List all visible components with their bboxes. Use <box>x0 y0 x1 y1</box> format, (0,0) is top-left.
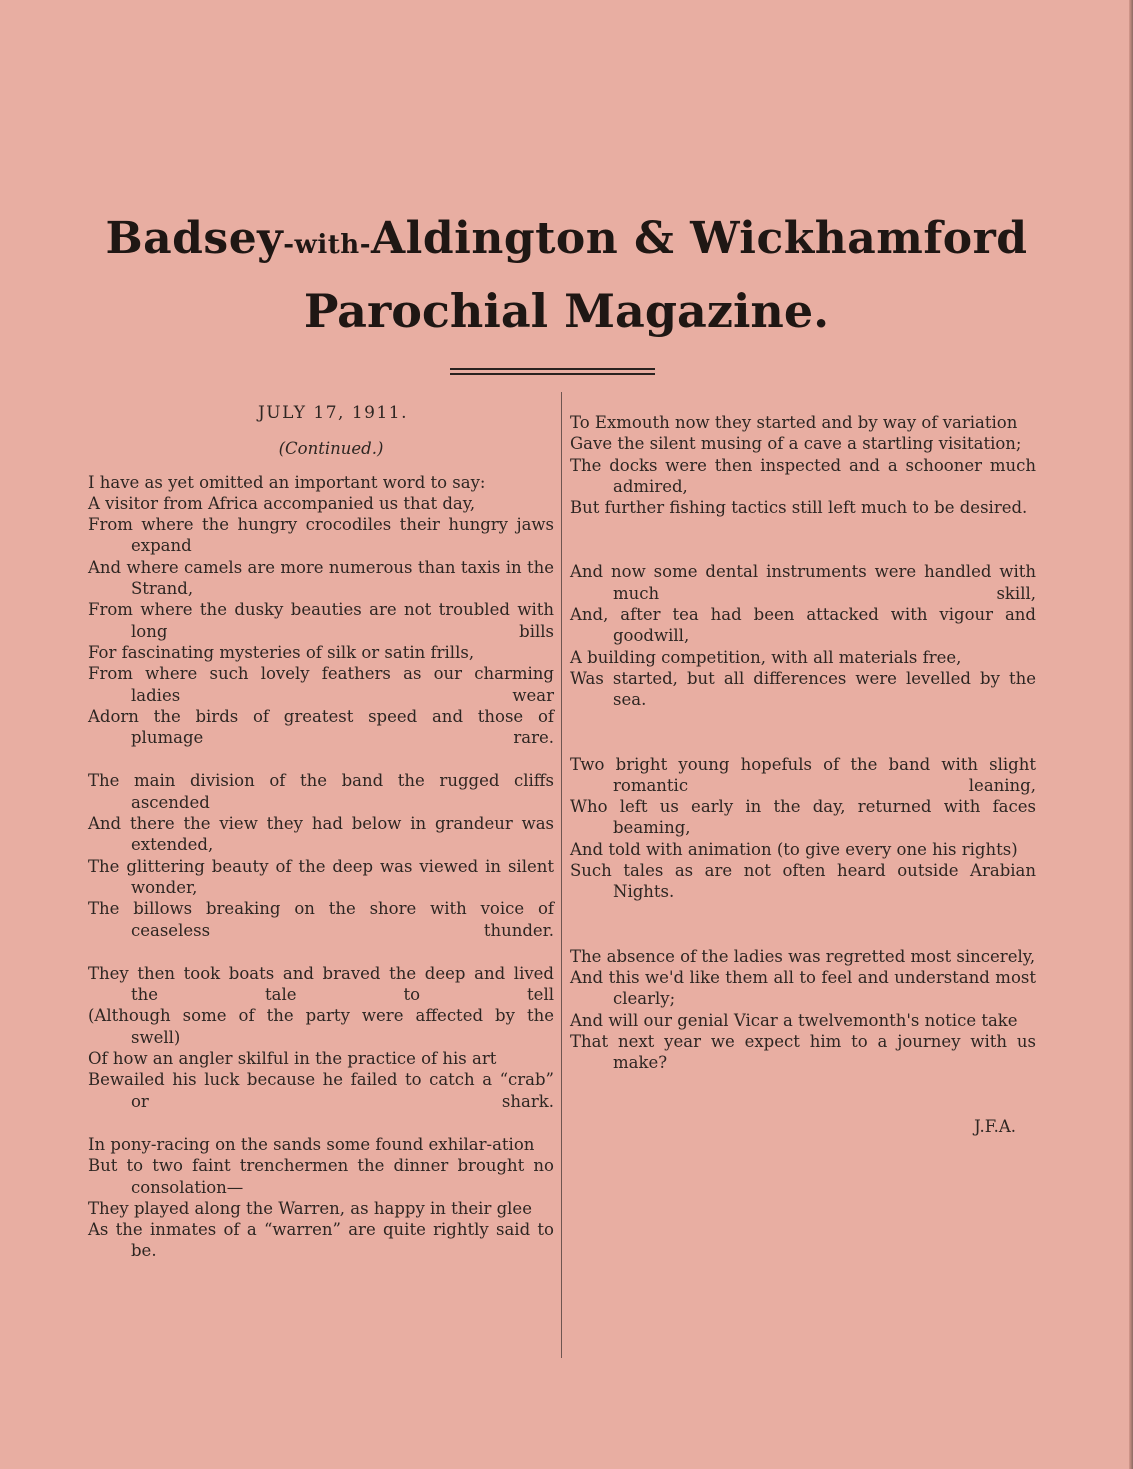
masthead-title-line1 <box>0 210 1133 274</box>
poem-line: A building competition, with all materials free, <box>570 647 962 667</box>
left-stanzas <box>88 472 554 1262</box>
poem-line: I have as yet omitted an important word to say: <box>88 472 486 492</box>
poem-line: Gave the silent musing of a cave a startling visitation; <box>570 434 1022 454</box>
poem-line: And, after tea had been attacked with vigour and goodwill, <box>570 605 1036 646</box>
poem-line: From where such lovely feathers as our charming ladies wear <box>88 664 554 705</box>
continued-note: (Continued.) <box>278 439 384 459</box>
poem-line: In pony-racing on the sands some found exhilar-ation <box>88 1134 535 1154</box>
stanza <box>570 946 1036 1074</box>
poem-line: Was started, but all differences were levelled by the sea. <box>570 668 1036 710</box>
poem-line: That next year we expect him to a journey with us make? <box>570 1031 1036 1073</box>
poem-line: As the inmates of a “warren” are quite rightly said to be. <box>88 1220 554 1261</box>
poem-line: And this we'd like them all to feel and understand most clearly; <box>570 967 1036 1009</box>
stanza <box>570 561 1036 710</box>
poem-line: And will our genial Vicar a twelvemonth's notice take <box>570 1010 1018 1030</box>
poem-line: Adorn the birds of greatest speed and those of plumage rare. <box>88 706 554 748</box>
issue-date: JULY 17, 1911. <box>257 403 409 423</box>
masthead <box>0 210 1133 346</box>
poem-line: For fascinating mysteries of silk or satin frills, <box>88 642 475 662</box>
poem-line: They then took boats and braved the deep and lived the tale to tell <box>88 963 554 1005</box>
masthead-title-line2: Parochial Magazine. <box>303 284 830 338</box>
poem-line: Such tales as are not often heard outside Arabian Nights. <box>570 861 1036 902</box>
poem-line: Two bright young hopefuls of the band with slight romantic leaning, <box>570 754 1036 795</box>
title-aldington-wickhamford: Aldington & Wickhamford <box>371 213 1028 264</box>
column-divider <box>561 392 562 1358</box>
poem-line: Bewailed his luck because he failed to catch a “crab” or shark. <box>88 1070 554 1111</box>
poem-line: But to two faint trenchermen the dinner brought no consolation— <box>88 1156 554 1197</box>
poem-line: The billows breaking on the shore with voice of ceaseless thunder. <box>88 899 554 940</box>
title-rule <box>450 368 655 375</box>
title-badsey: Badsey <box>105 213 284 264</box>
title-with: -with- <box>283 230 372 260</box>
stanza <box>570 412 1036 518</box>
poem-line: Who left us early in the day, returned with faces beaming, <box>570 797 1036 838</box>
stanza <box>88 963 554 1112</box>
poem-line: Of how an angler skilful in the practice of his art <box>88 1049 497 1069</box>
poem-line: A visitor from Africa accompanied us that day, <box>88 493 476 513</box>
stanza <box>88 770 554 940</box>
poem-line: To Exmouth now they started and by way of variation <box>570 413 1018 432</box>
poem-line: And told with animation (to give every one his rights) <box>570 839 1018 859</box>
left-column <box>88 403 554 1284</box>
poem-line: (Although some of the party were affected by the swell) <box>88 1006 554 1047</box>
signature: J.F.A. <box>974 1117 1016 1137</box>
poem-line: The docks were then inspected and a schooner much admired, <box>570 455 1036 496</box>
poem-line: The glittering beauty of the deep was viewed in silent wonder, <box>88 856 554 897</box>
poem-line: The main division of the band the rugged cliffs ascended <box>88 771 554 812</box>
stanza <box>88 472 554 749</box>
poem-line: And where camels are more numerous than taxis in the Strand, <box>88 557 554 599</box>
poem-line: But further fishing tactics still left much to be desired. <box>570 498 1028 518</box>
right-column <box>570 412 1036 1138</box>
poem-line: They played along the Warren, as happy in their glee <box>88 1198 532 1218</box>
poem-line: The absence of the ladies was regretted most sincerely, <box>570 946 1036 966</box>
stanza <box>88 1134 554 1262</box>
poem-line: From where the dusky beauties are not troubled with long bills <box>88 600 554 641</box>
poem-line: And there the view they had below in grandeur was extended, <box>88 814 554 855</box>
poem-line: And now some dental instruments were handled with much skill, <box>570 562 1036 603</box>
stanza <box>570 754 1036 903</box>
right-stanzas <box>570 412 1036 1073</box>
poem-line: From where the hungry crocodiles their hungry jaws expand <box>88 515 554 556</box>
